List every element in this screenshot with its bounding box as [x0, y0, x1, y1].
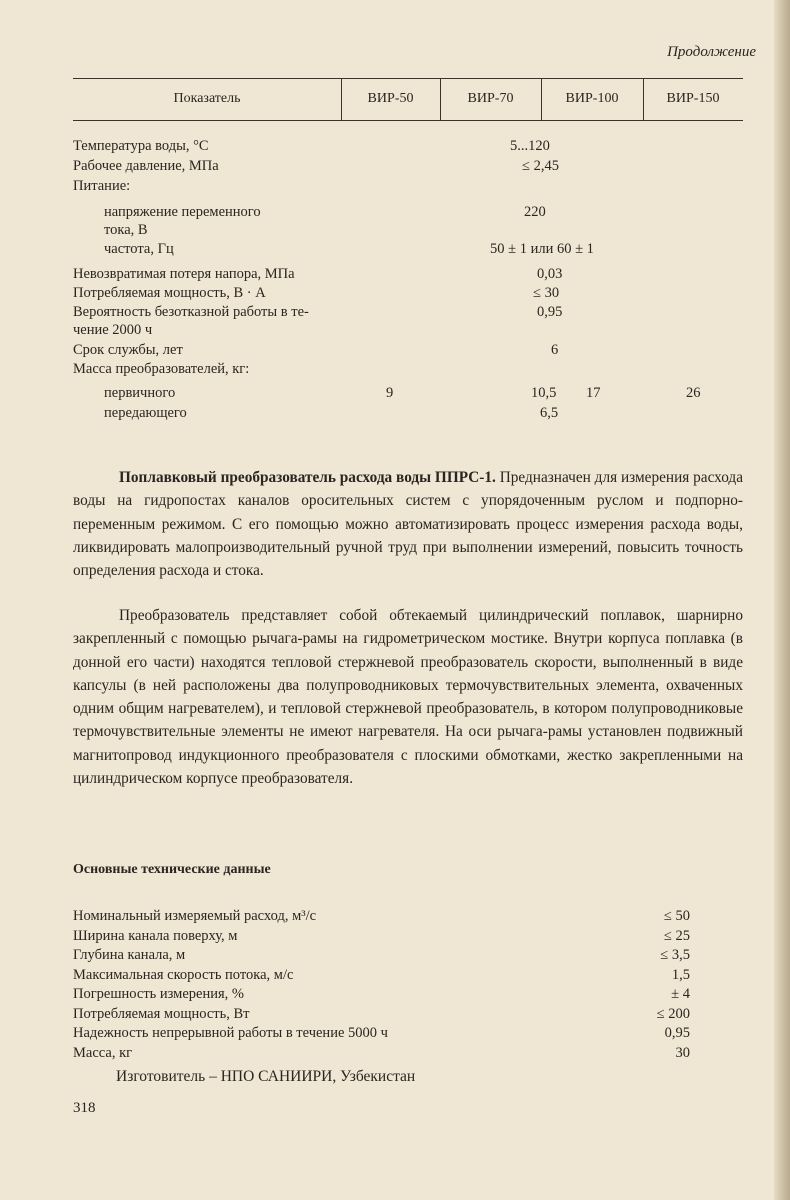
paragraph-description: [73, 466, 743, 582]
tech-row: [73, 908, 690, 928]
spec-value-voltage: 220: [524, 204, 546, 220]
tech-row: [73, 928, 690, 948]
tech-row-value: ≤ 200: [656, 1005, 690, 1022]
header-vir50: ВИР-50: [367, 91, 414, 106]
tech-row: [73, 986, 690, 1006]
tech-row-label: Номинальный измеряемый расход, м³/с: [73, 908, 317, 924]
tech-row: [73, 1045, 690, 1065]
spec-value-power-consumption: ≤ 30: [533, 285, 560, 301]
spec-label-reliability-line1: Вероятность безотказной работы в те-: [73, 304, 309, 320]
spec-label-water-temp: Температура воды, °С: [73, 138, 209, 154]
tech-row-value: ± 4: [671, 986, 690, 1002]
spec-value-service-life: 6: [551, 342, 559, 358]
header-indicator: Показатель: [173, 91, 241, 106]
spec-value-water-temp: 5...120: [510, 138, 550, 154]
page-edge: [774, 0, 790, 1200]
table-header-bottom-rule: [73, 120, 743, 121]
spec-label-reliability-line2: чение 2000 ч: [73, 322, 153, 338]
header-vir100: ВИР-100: [565, 91, 619, 106]
spec-label-frequency: частота, Гц: [104, 241, 174, 257]
page-number: 318: [73, 1100, 96, 1116]
paragraph-description-text: Предназначен для измерения расхода воды на гидропостах каналов оросительных систем с упорядоченным руслом и подпорно-переменным режимом. С его помощью можно автоматизировать процесс измерения расхода воды, ликвидировать малопроизводительный ручной труд при выполнении измерений, повысить точность определения расхода и стока.: [73, 469, 744, 580]
paragraph-construction: [73, 604, 743, 790]
tech-row-label: Максимальная скорость потока, м/с: [73, 966, 294, 983]
tech-row: [73, 947, 690, 967]
header-vir150: ВИР-150: [666, 91, 720, 106]
tech-row-value: ≤ 50: [663, 908, 690, 924]
header-vir70: ВИР-70: [467, 91, 514, 106]
tech-row-label: Глубина канала, м: [73, 947, 186, 963]
spec-value-primary-vir50: 9: [386, 385, 394, 401]
tech-row-label: Надежность непрерывной работы в течение 5000 ч: [73, 1025, 388, 1041]
tech-row-label: Погрешность измерения, %: [73, 986, 244, 1002]
spec-label-power-consumption: Потребляемая мощность, В · А: [73, 285, 266, 301]
spec-value-primary-vir150: 26: [686, 385, 701, 401]
tech-row-value: 30: [675, 1044, 690, 1061]
tech-row-value: 0,95: [664, 1025, 690, 1041]
tech-row: [73, 1006, 690, 1026]
spec-value-transmitting: 6,5: [540, 405, 559, 421]
tech-row-label: Потребляемая мощность, Вт: [73, 1005, 250, 1022]
device-title: Поплавковый преобразователь расхода воды ППРС-1.: [119, 469, 496, 486]
tech-row-label: Масса, кг: [73, 1044, 133, 1061]
tech-row-value: ≤ 25: [663, 927, 690, 944]
spec-label-pressure: Рабочее давление, МПа: [73, 158, 219, 174]
continuation-label: Продолжение: [667, 44, 756, 60]
manufacturer: Изготовитель – НПО САНИИРИ, Узбекистан: [116, 1068, 416, 1085]
spec-value-reliability: 0,95: [537, 304, 563, 320]
spec-value-head-loss: 0,03: [537, 266, 563, 282]
spec-label-voltage-line2: тока, В: [104, 222, 148, 238]
tech-row-value: ≤ 3,5: [660, 947, 690, 963]
tech-row-label: Ширина канала поверху, м: [73, 927, 238, 944]
paragraph-construction-text: Преобразователь представляет собой обтекаемый цилиндрический поплавок, шарнирно закрепленный с помощью рычага-рамы на гидрометрическом мостике. Внутри корпуса поплавка (в донной его части) находятся тепловой стержневой преобразователь скорости, выполненный в виде капсулы (в ней расположены два полупроводниковых термочувствительных элемента, охваченных одним общим нагревателем), и тепловой стержневой преобразователь, в котором полупроводниковые термочувствительные элементы не имеют нагревателя. На оси рычага-рамы установлен подвижный магнитопровод индукционного преобразователя с плоскими обмотками, жестко закрепленными на цилиндрическом корпусе преобразователя.: [73, 607, 743, 788]
tech-row: [73, 967, 690, 987]
spec-label-transmitting: передающего: [104, 405, 187, 421]
tech-row: [73, 1025, 690, 1045]
spec-value-frequency: 50 ± 1 или 60 ± 1: [490, 241, 594, 257]
spec-value-primary-vir70: 10,5: [531, 385, 557, 401]
spec-label-voltage-line1: напряжение переменного: [104, 204, 261, 220]
spec-label-primary: первичного: [104, 385, 176, 401]
tech-data-title: Основные технические данные: [73, 862, 271, 877]
spec-label-service-life: Срок службы, лет: [73, 342, 183, 358]
spec-value-pressure: ≤ 2,45: [522, 158, 559, 174]
spec-label-head-loss: Невозвратимая потеря напора, МПа: [73, 266, 295, 282]
tech-row-value: 1,5: [671, 966, 690, 983]
spec-label-power-supply: Питание:: [73, 178, 131, 194]
spec-value-primary-vir100: 17: [586, 385, 601, 401]
spec-label-converter-mass: Масса преобразователей, кг:: [73, 361, 250, 377]
